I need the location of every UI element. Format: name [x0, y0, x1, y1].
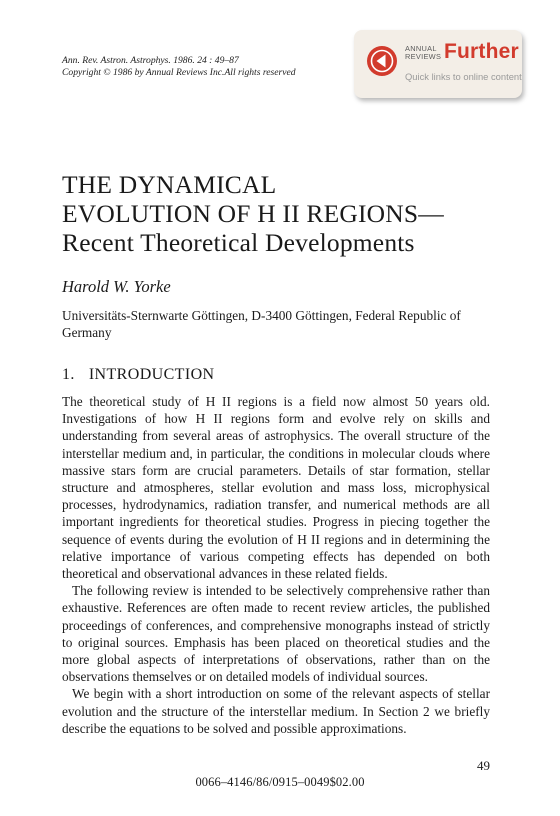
wordmark-annual: ANNUAL: [405, 44, 437, 53]
section-heading: [62, 366, 215, 384]
further-badge[interactable]: [354, 30, 522, 98]
title-line: THE DYNAMICAL: [62, 170, 277, 199]
page-number: 49: [477, 758, 490, 773]
author-affiliation: Universitäts-Sternwarte Göttingen, D-3400 Göttingen, Federal Republic of Germany: [62, 308, 461, 340]
body-paragraph: We begin with a short introduction on some of the relevant aspects of stellar evolution and the structure of the interstellar medium. In Section 2 we briefly describe the equations to be solved and possible approximations.: [62, 686, 490, 736]
title-line: Recent Theoretical Developments: [62, 228, 415, 257]
author-name: Harold W. Yorke: [62, 277, 171, 296]
citation-line: Ann. Rev. Astron. Astrophys. 1986. 24 : 49–87: [62, 55, 239, 66]
arrow-left-circle-icon: [366, 45, 398, 77]
article-title: [62, 170, 444, 257]
section-title: INTRODUCTION: [88, 366, 215, 383]
further-title: Further: [444, 40, 519, 63]
section-number: 1.: [62, 366, 75, 383]
wordmark-reviews: REVIEWS: [405, 52, 442, 62]
title-line: EVOLUTION OF H II REGIONS—: [62, 199, 444, 228]
journal-citation: [62, 55, 296, 79]
annual-reviews-wordmark: [405, 45, 441, 62]
body-paragraph: The following review is intended to be selectively comprehensive rather than exhaustive. References are often made to recent review articles, the published proceedings of conferences, and comprehensive monographs instead of strictly to original sources. Emphasis has been placed on theoretical studies and the more global aspects of interpretations of observations, rather than on the observations themselves or on detailed models of individual sources.: [62, 583, 490, 685]
further-subtitle: Quick links to online content: [405, 71, 522, 82]
footer-code: 0066–4146/86/0915–0049$02.00: [195, 775, 365, 789]
copyright-line: Copyright © 1986 by Annual Reviews Inc.All rights reserved: [62, 67, 296, 78]
body-paragraph: The theoretical study of H II regions is a field now almost 50 years old. Investigations of how H II regions form and evolve rely on skills and understanding from several areas of astrophysics. The overall structure of the interstellar medium and, in particular, the conditions in molecular clouds where massive stars form are crucial parameters. Details of star formation, stellar structure and atmospheres, stellar evolution and mass loss, microphysical processes, hydrodynamics, radiation transfer, and numerical methods are all important ingredients for theoretical studies. Progress in piecing together the sequence of events during the evolution of H II regions and in determining the relative importance of various competing effects has depended on both theoretical and observational advances in these related fields.: [62, 394, 490, 582]
article-body: [62, 393, 490, 737]
